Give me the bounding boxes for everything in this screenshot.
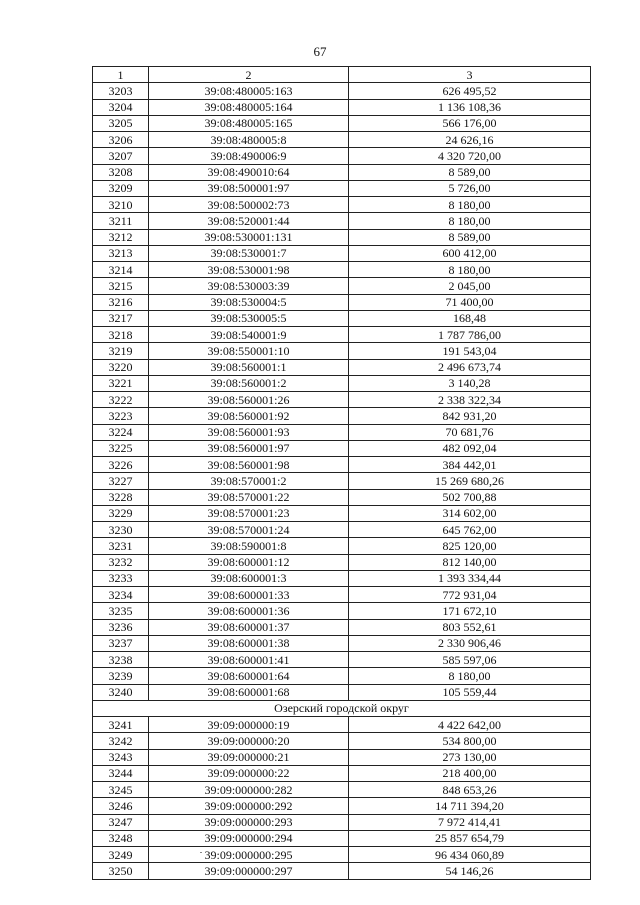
row-number-cell: 3214 (93, 262, 149, 278)
cadastral-number-cell: 39:08:530001:98 (149, 262, 349, 278)
table-row (93, 440, 591, 456)
row-number-cell: 3213 (93, 245, 149, 261)
table-row (93, 782, 591, 798)
row-number-cell: 3203 (93, 83, 149, 99)
row-number-cell: 3235 (93, 603, 149, 619)
table-row (93, 359, 591, 375)
cadastral-number-cell: 39:09:000000:282 (149, 782, 349, 798)
cadastral-number-cell: 39:08:550001:10 (149, 343, 349, 359)
row-number-cell: 3234 (93, 587, 149, 603)
cadastral-number-cell: 39:08:560001:97 (149, 440, 349, 456)
section-body (93, 700, 591, 716)
value-cell: 314 602,00 (349, 505, 591, 521)
table-row (93, 197, 591, 213)
table-row (93, 489, 591, 505)
value-cell: 8 180,00 (349, 197, 591, 213)
table-row (93, 570, 591, 586)
row-number-cell: 3249 (93, 847, 149, 863)
row-number-cell: 3217 (93, 310, 149, 326)
cadastral-number-cell: 39:08:480005:8 (149, 132, 349, 148)
row-number-cell: 3237 (93, 635, 149, 651)
table-row (93, 554, 591, 570)
row-number-cell: 3232 (93, 554, 149, 570)
row-number-cell: 3209 (93, 180, 149, 196)
row-number-cell: 3240 (93, 684, 149, 700)
header-row (93, 67, 591, 83)
row-number-cell: 3215 (93, 278, 149, 294)
row-number-cell: 3228 (93, 489, 149, 505)
cadastral-number-cell: 39:09:000000:19 (149, 717, 349, 733)
table-row (93, 635, 591, 651)
value-cell: 566 176,00 (349, 115, 591, 131)
table-row (93, 668, 591, 684)
cadastral-number-cell: 39:08:600001:64 (149, 668, 349, 684)
row-number-cell: 3208 (93, 164, 149, 180)
table-row (93, 132, 591, 148)
data-table (92, 66, 591, 880)
table-row (93, 278, 591, 294)
row-number-cell: 3242 (93, 733, 149, 749)
value-cell: 1 393 334,44 (349, 570, 591, 586)
section-row (93, 700, 591, 716)
cadastral-number-cell: 39:08:530004:5 (149, 294, 349, 310)
cadastral-number-cell: 39:08:590001:8 (149, 538, 349, 554)
cadastral-number-cell: 39:08:480005:165 (149, 115, 349, 131)
cadastral-number-cell: 39:09:000000:22 (149, 765, 349, 781)
value-cell: 71 400,00 (349, 294, 591, 310)
cadastral-number-cell: 39:08:520001:44 (149, 213, 349, 229)
value-cell: 384 442,01 (349, 457, 591, 473)
value-cell: 585 597,06 (349, 652, 591, 668)
cadastral-number-cell: 39:08:570001:23 (149, 505, 349, 521)
value-cell: 8 589,00 (349, 164, 591, 180)
value-cell: 5 726,00 (349, 180, 591, 196)
table-row (93, 148, 591, 164)
value-cell: 2 045,00 (349, 278, 591, 294)
value-cell: 482 092,04 (349, 440, 591, 456)
row-number-cell: 3241 (93, 717, 149, 733)
value-cell: 191 543,04 (349, 343, 591, 359)
row-number-cell: 3231 (93, 538, 149, 554)
table-row (93, 424, 591, 440)
value-cell: 502 700,88 (349, 489, 591, 505)
value-cell: 15 269 680,26 (349, 473, 591, 489)
table-row (93, 505, 591, 521)
table-row (93, 164, 591, 180)
value-cell: 273 130,00 (349, 749, 591, 765)
row-number-cell: 3222 (93, 392, 149, 408)
cadastral-number-cell: 39:08:600001:3 (149, 570, 349, 586)
cadastral-number-cell: 39:08:600001:41 (149, 652, 349, 668)
value-cell: 8 180,00 (349, 213, 591, 229)
header-col-3: 3 (349, 67, 591, 83)
value-cell: 70 681,76 (349, 424, 591, 440)
value-cell: 626 495,52 (349, 83, 591, 99)
row-number-cell: 3211 (93, 213, 149, 229)
value-cell: 25 857 654,79 (349, 830, 591, 846)
cadastral-number-cell: 39:08:570001:22 (149, 489, 349, 505)
table-body-upper (93, 83, 591, 701)
cadastral-number-cell: 39:08:500001:97 (149, 180, 349, 196)
table-row (93, 294, 591, 310)
row-number-cell: 3248 (93, 830, 149, 846)
table-row (93, 262, 591, 278)
row-number-cell: 3238 (93, 652, 149, 668)
cadastral-number-cell: 39:08:490006:9 (149, 148, 349, 164)
cadastral-number-cell: 39:08:500002:73 (149, 197, 349, 213)
value-cell: 218 400,00 (349, 765, 591, 781)
cadastral-number-cell: 39:08:480005:163 (149, 83, 349, 99)
cadastral-number-cell: 39:08:570001:24 (149, 522, 349, 538)
row-number-cell: 3219 (93, 343, 149, 359)
value-cell: 2 330 906,46 (349, 635, 591, 651)
table-row (93, 538, 591, 554)
cadastral-number-cell: 39:08:600001:36 (149, 603, 349, 619)
cadastral-number-cell: 39:09:000000:20 (149, 733, 349, 749)
row-number-cell: 3227 (93, 473, 149, 489)
table-row (93, 603, 591, 619)
row-number-cell: 3247 (93, 814, 149, 830)
row-number-cell: 3233 (93, 570, 149, 586)
row-number-cell: 3224 (93, 424, 149, 440)
cadastral-number-cell: 39:08:560001:98 (149, 457, 349, 473)
header-col-2: 2 (149, 67, 349, 83)
cadastral-number-cell: 39:08:560001:92 (149, 408, 349, 424)
table-row (93, 213, 591, 229)
table-row (93, 457, 591, 473)
cadastral-number-cell: 39:09:000000:294 (149, 830, 349, 846)
row-number-cell: 3246 (93, 798, 149, 814)
value-cell: 772 931,04 (349, 587, 591, 603)
row-number-cell: 3218 (93, 327, 149, 343)
value-cell: 2 338 322,34 (349, 392, 591, 408)
row-number-cell: 3216 (93, 294, 149, 310)
value-cell: 8 180,00 (349, 668, 591, 684)
cadastral-number-cell: 39:08:490010:64 (149, 164, 349, 180)
row-number-cell: 3244 (93, 765, 149, 781)
row-number-cell: 3220 (93, 359, 149, 375)
cadastral-number-cell: 39:08:530001:7 (149, 245, 349, 261)
table-row (93, 375, 591, 391)
table-row (93, 408, 591, 424)
table-row (93, 473, 591, 489)
cadastral-number-cell: 39:08:600001:68 (149, 684, 349, 700)
cadastral-number-cell: 39:08:560001:1 (149, 359, 349, 375)
cadastral-number-cell: 39:08:600001:37 (149, 619, 349, 635)
table-row (93, 733, 591, 749)
table-body-lower (93, 717, 591, 880)
row-number-cell: 3210 (93, 197, 149, 213)
table-row (93, 343, 591, 359)
value-cell: 825 120,00 (349, 538, 591, 554)
value-cell: 848 653,26 (349, 782, 591, 798)
value-cell: 842 931,20 (349, 408, 591, 424)
cadastral-number-cell: 39:09:000000:292 (149, 798, 349, 814)
row-number-cell: 3204 (93, 99, 149, 115)
row-number-cell: 3245 (93, 782, 149, 798)
section-title: Озерский городской округ (93, 700, 591, 716)
value-cell: 168,48 (349, 310, 591, 326)
cadastral-number-cell: 39:08:540001:9 (149, 327, 349, 343)
value-cell: 8 589,00 (349, 229, 591, 245)
cadastral-number-cell: 39:08:560001:2 (149, 375, 349, 391)
table-row (93, 847, 591, 863)
row-number-cell: 3243 (93, 749, 149, 765)
cadastral-number-cell: 39:08:480005:164 (149, 99, 349, 115)
cadastral-number-cell: 39:08:530001:131 (149, 229, 349, 245)
value-cell: 171 672,10 (349, 603, 591, 619)
table-row (93, 749, 591, 765)
row-number-cell: 3239 (93, 668, 149, 684)
table-row (93, 115, 591, 131)
table-row (93, 587, 591, 603)
header-col-1: 1 (93, 67, 149, 83)
table-row (93, 229, 591, 245)
value-cell: 4 320 720,00 (349, 148, 591, 164)
row-number-cell: 3205 (93, 115, 149, 131)
value-cell: 14 711 394,20 (349, 798, 591, 814)
table-row (93, 798, 591, 814)
row-number-cell: 3221 (93, 375, 149, 391)
table-row (93, 99, 591, 115)
table-row (93, 180, 591, 196)
table-row (93, 83, 591, 99)
value-cell: 24 626,16 (349, 132, 591, 148)
value-cell: 812 140,00 (349, 554, 591, 570)
value-cell: 8 180,00 (349, 262, 591, 278)
value-cell: 534 800,00 (349, 733, 591, 749)
table-row (93, 684, 591, 700)
value-cell: 96 434 060,89 (349, 847, 591, 863)
table-row (93, 392, 591, 408)
row-number-cell: 3225 (93, 440, 149, 456)
value-cell: 803 552,61 (349, 619, 591, 635)
value-cell: 2 496 673,74 (349, 359, 591, 375)
table-row (93, 830, 591, 846)
page-number: 67 (313, 44, 327, 59)
table-row (93, 765, 591, 781)
row-number-cell: 3212 (93, 229, 149, 245)
row-number-cell: 3206 (93, 132, 149, 148)
row-number-cell: 3223 (93, 408, 149, 424)
table-row (93, 522, 591, 538)
table-row (93, 814, 591, 830)
table-row (93, 619, 591, 635)
cadastral-number-cell: 39:09:000000:293 (149, 814, 349, 830)
cadastral-number-cell: 39:09:000000:297 (149, 863, 349, 879)
cadastral-number-cell: 39:08:600001:12 (149, 554, 349, 570)
value-cell: 7 972 414,41 (349, 814, 591, 830)
value-cell: 105 559,44 (349, 684, 591, 700)
table-row (93, 652, 591, 668)
value-cell: 600 412,00 (349, 245, 591, 261)
table-row (93, 310, 591, 326)
table-row (93, 863, 591, 879)
row-number-cell: 3230 (93, 522, 149, 538)
row-number-cell: 3236 (93, 619, 149, 635)
value-cell: 3 140,28 (349, 375, 591, 391)
row-number-cell: 3250 (93, 863, 149, 879)
value-cell: 1 136 108,36 (349, 99, 591, 115)
value-cell: 1 787 786,00 (349, 327, 591, 343)
cadastral-number-cell: 39:08:560001:26 (149, 392, 349, 408)
value-cell: 54 146,26 (349, 863, 591, 879)
row-number-cell: 3207 (93, 148, 149, 164)
value-cell: 645 762,00 (349, 522, 591, 538)
scan-speck (200, 852, 202, 853)
cadastral-number-cell: 39:08:530003:39 (149, 278, 349, 294)
table-row (93, 327, 591, 343)
cadastral-number-cell: 39:08:600001:33 (149, 587, 349, 603)
row-number-cell: 3229 (93, 505, 149, 521)
cadastral-number-cell: 39:08:600001:38 (149, 635, 349, 651)
cadastral-number-cell: 39:08:560001:93 (149, 424, 349, 440)
cadastral-number-cell: 39:09:000000:21 (149, 749, 349, 765)
cadastral-number-cell: 39:08:530005:5 (149, 310, 349, 326)
table-row (93, 245, 591, 261)
table-row (93, 717, 591, 733)
value-cell: 4 422 642,00 (349, 717, 591, 733)
cadastral-number-cell: 39:08:570001:2 (149, 473, 349, 489)
row-number-cell: 3226 (93, 457, 149, 473)
cadastral-number-cell: 39:09:000000:295 (149, 847, 349, 863)
